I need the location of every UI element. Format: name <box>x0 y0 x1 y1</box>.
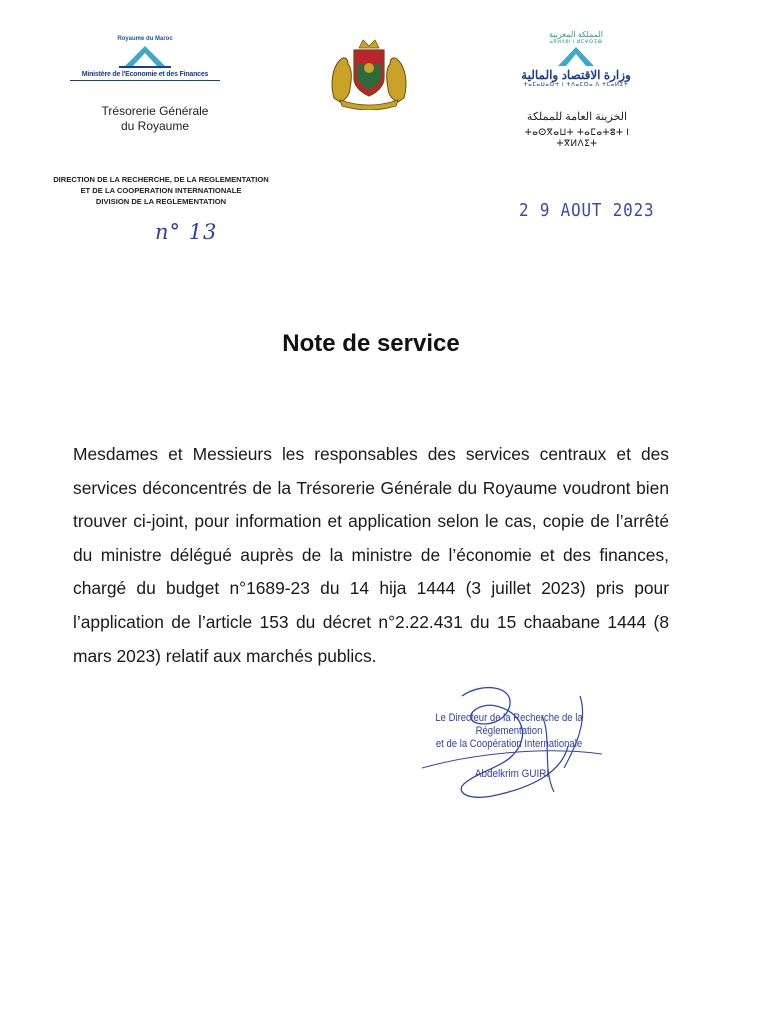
treasury-name-fr <box>70 104 240 134</box>
kingdom-label-ar: المملكة المغربية <box>549 30 603 39</box>
ministry-label-fr: Ministère de l'Economie et des Finances <box>81 71 209 78</box>
coat-of-arms-icon <box>326 38 412 115</box>
ministry-label-tif: ⵜⴰⵎⴰⵡⴰⵙⵜ ⵏ ⵜⴷⴰⵎⵙⴰ ⴷ ⵜⵎⴰⵍⵉⵜ <box>523 82 629 88</box>
ministry-logo-ar <box>518 30 634 88</box>
body-paragraph: Mesdames et Messieurs les responsables des services centraux et des services déconcentrés de la Trésorerie Générale du Royaume voudront bien trouver ci-joint, pour information et application selon le cas, copie de l’arrêté du ministre délégué auprès de la ministre de l’économie et des finances, chargé du budget n°1689-23 du 14 hija 1444 (3 juillet 2023) pris pour l’application de l’article 153 du décret n°2.22.431 du 15 chaabane 1444 (8 mars 2023) relatif aux marchés publics. <box>73 444 669 666</box>
ministry-emblem-icon <box>115 44 175 70</box>
direction-line: DIRECTION DE LA RECHERCHE, DE LA REGLEMENTATION <box>53 175 269 184</box>
ministry-logo-fr <box>70 36 220 87</box>
document-title: Note de service <box>282 330 460 357</box>
treasury-name-tif: ⵜⴰⵙⴳⴰⵡⵜ ⵜⴰⵎⴰⵜⵓⵜ ⵏ ⵜⴳⵍⴷⵉⵜ <box>524 127 630 148</box>
header-divider <box>70 80 220 81</box>
ministry-label-ar: وزارة الاقتصاد والمالية <box>521 68 631 82</box>
signature-stamp <box>392 676 632 806</box>
ministry-emblem-icon <box>548 46 604 68</box>
kingdom-label-tif: ⴰⴳⵍⴷⵓⵏ ⵏ ⵍⵎⵖⵔⵉⴱ <box>549 39 603 45</box>
treasury-name-line2: du Royaume <box>120 119 190 133</box>
reference-number: n° 13 <box>155 220 218 244</box>
date-stamp: 2 9 AOUT 2023 <box>519 200 655 221</box>
signatory-title-line1: Le Directeur de la Recherche de la Réglementation <box>435 712 583 737</box>
signatory-title <box>407 712 610 751</box>
signatory-name: Abdelkrim GUIRI <box>474 768 550 780</box>
direction-block <box>30 174 292 207</box>
treasury-name-line1: Trésorerie Générale <box>101 104 209 118</box>
division-line: DIVISION DE LA REGLEMENTATION <box>95 197 227 206</box>
signatory-title-line2: et de la Coopération Internationale <box>435 738 583 750</box>
direction-line: ET DE LA COOPERATION INTERNATIONALE <box>80 186 242 195</box>
treasury-name-ar: الخزينة العامة للمملكة <box>526 111 628 123</box>
kingdom-label-fr: Royaume du Maroc <box>117 36 173 42</box>
